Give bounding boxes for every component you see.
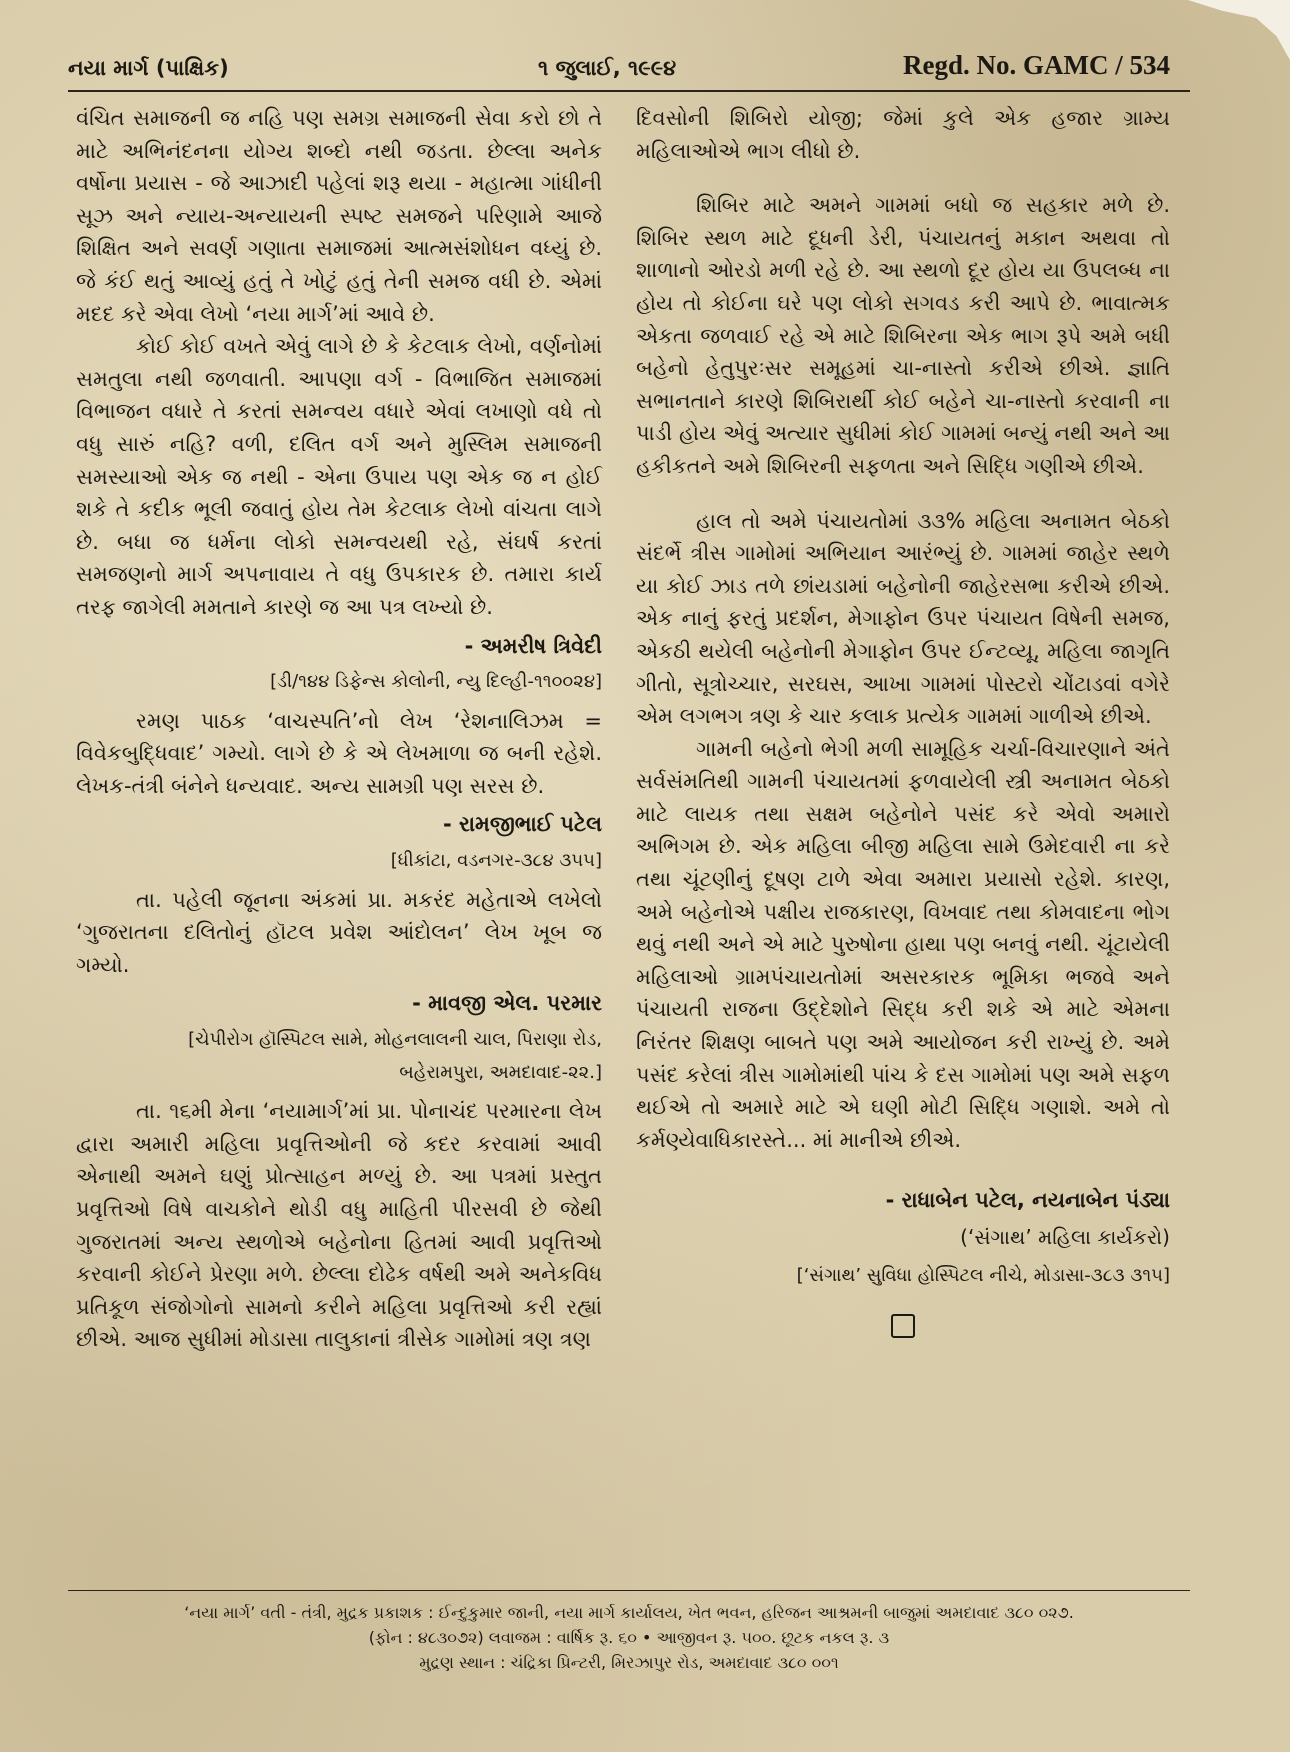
header-rule bbox=[68, 90, 1190, 92]
publication-title: નયા માર્ગ (પાક્ષિક) bbox=[68, 56, 229, 80]
letter-4-signature: - રાધાબેન પટેલ, નયનાબેન પંડ્યા bbox=[885, 1188, 1170, 1213]
footer-line-2: (ફોન : ૪૮૩૦૭૨) લવાજમ : વાર્ષિક રૂ. ૬૦ • આજીવન રૂ. ૫૦૦. છૂટક નકલ રૂ. ૩ bbox=[368, 1628, 890, 1647]
letter-3-address-line-1: [ચેપીરોગ હૉસ્પિટલ સામે, મોહનલાલની ચાલ, પિરાણા રોડ, bbox=[188, 1029, 602, 1051]
footer-line-1: ‘નયા માર્ગ’ વતી - તંત્રી, મુદ્રક પ્રકાશક : ઈન્દુકુમાર જાની, નયા માર્ગ કાર્યાલય, ખેત ભવન, હરિજન આશ્રમની બાજુમાં અમદાવાદ ૩૮૦ ૦૨૭. bbox=[184, 1603, 1074, 1622]
letter-4-para-2: દિવસોની શિબિરો યોજી; જેમાં કુલે એક હજાર ગ્રામ્ય મહિલાઓએ ભાગ લીધો છે. bbox=[636, 106, 1170, 163]
registration-number: Regd. No. GAMC / 534 bbox=[903, 50, 1170, 80]
letter-1-para-2: કોઈ કોઈ વખતે એવું લાગે છે કે કેટલાક લેખો, વર્ણનોમાં સમતુલા નથી જળવાતી. આપણા વર્ગ - વિભાજિત સમાજમાં વિભાજન વધારે તે કરતાં સમન્વય વધારે એવાં લખાણો વધે તો વધુ સારું નહિ? વળી, દલિત વર્ગ અને મુસ્લિમ સમાજની સમસ્યાઓ એક જ નથી - એના ઉપાય પણ એક જ ન હોઈ શકે તે કદીક ભૂલી જવાતું હોય તેમ કેટલાક લેખો વાંચતા લાગે છે. બધા જ ધર્મના લોકો સમન્વયથી રહે, સંઘર્ષ કરતાં સમજણનો માર્ગ અપનાવાય તે વધુ ઉપકારક છે. તમારા કાર્ય તરફ જાગેલી મમતાને કારણે જ આ પત્ર લખ્યો છે. bbox=[76, 334, 602, 619]
letter-3-para: તા. પહેલી જૂનના અંકમાં પ્રા. મકરંદ મહેતાએ લખેલો ‘ગુજરાતના દલિતોનું હૉટલ પ્રવેશ આંદોલન’ લેખ ખૂબ જ ગમ્યો. bbox=[76, 887, 602, 977]
letter-2-signature: - રામજીભાઈ પટેલ bbox=[443, 812, 602, 837]
letter-1-address: [ડી/૧૪૪ ડિફેન્સ કોલોની, ન્યુ દિલ્હી-૧૧૦૦૨૪] bbox=[270, 671, 602, 693]
letter-4-para-3: શિબિર માટે અમને ગામમાં બધો જ સહકાર મળે છે. શિબિર સ્થળ માટે દૂધની ડેરી, પંચાયતનું મકાન અથવા તો શાળાનો ઓરડો મળી રહે છે. આ સ્થળો દૂર હોય યા ઉપલબ્ધ ના હોય તો કોઈના ઘરે પણ લોકો સગવડ કરી આપે છે. ભાવાત્મક એકતા જળવાઈ રહે એ માટે શિબિરના એક ભાગ રૂપે અમે બધી બહેનો હેતુપુરઃસર સમૂહમાં ચા-નાસ્તો કરીએ છીએ. જ્ઞાતિ સભાનતાને કારણે શિબિરાર્થી કોઈ બહેને ચા-નાસ્તો કરવાની ના પાડી હોય એવું અત્યાર સુધીમાં કોઈ ગામમાં બન્યું નથી અને આ હકીકતને અમે શિબિરની સફળતા અને સિદ્ધિ ગણીએ છીએ. bbox=[636, 193, 1170, 478]
letter-1-para-1: વંચિત સમાજની જ નહિ પણ સમગ્ર સમાજની સેવા કરો છો તે માટે અભિનંદનના યોગ્ય શબ્દો નથી જડતા. છેલ્લા અનેક વર્ષોના પ્રયાસ - જે આઝાદી પહેલાં શરૂ થયા - મહાત્મા ગાંધીની સૂઝ અને ન્યાય-અન્યાયની સ્પષ્ટ સમજને પરિણામે આજે શિક્ષિત અને સવર્ણ ગણાતા સમાજમાં આત્મસંશોધન વધ્યું છે. જે કંઈ થતું આવ્યું હતું તે ખોટું હતું તેની સમજ વધી છે. એમાં મદદ કરે એવા લેખો ‘નયા માર્ગ’માં આવે છે. bbox=[76, 106, 602, 326]
end-of-article-box-icon bbox=[891, 1314, 915, 1338]
footer-rule bbox=[68, 1590, 1190, 1591]
right-column bbox=[636, 102, 1170, 1338]
letter-4-para-5: ગામની બહેનો ભેગી મળી સામૂહિક ચર્ચા-વિચારણાને અંતે સર્વસંમતિથી ગામની પંચાયતમાં ફળવાયેલી સ્ત્રી અનામત બેઠકો માટે લાયક તથા સક્ષમ બહેનોને પસંદ કરે એવો અમારો અભિગમ છે. એક મહિલા બીજી મહિલા સામે ઉમેદવારી ના કરે તથા ચૂંટણીનું દૂષણ ટાળે એવા અમારા પ્રયાસો રહેશે. કારણ, અમે બહેનોએ પક્ષીય રાજકારણ, વિખવાદ તથા કોમવાદના ભોગ થવું નથી અને એ માટે પુરુષોના હાથા પણ બનવું નથી. ચૂંટાયેલી મહિલાઓ ગ્રામપંચાયતોમાં અસરકારક ભૂમિકા ભજવે અને પંચાયતી રાજના ઉદ્દેશોને સિદ્ધ કરી શકે એ માટે એમના નિરંતર શિક્ષણ બાબતે પણ અમે આયોજન કરી રાખ્યું છે. અમે પસંદ કરેલાં ત્રીસ ગામોમાંથી પાંચ કે દસ ગામોમાં પણ અમે સફળ થઈએ તો અમારે માટે એ ઘણી મોટી સિદ્ધિ ગણાશે. અમે તો કર્મણ્યેવાધિકારસ્તે... માં માનીએ છીએ. bbox=[636, 736, 1170, 1152]
letter-2-para: રમણ પાઠક ‘વાચસ્પતિ’નો લેખ ‘રેશનાલિઝમ = વિવેકબુદ્ધિવાદ’ ગમ્યો. લાગે છે કે એ લેખમાળા જ બની રહેશે. લેખક-તંત્રી બંનેને ધન્યવાદ. અન્ય સામગ્રી પણ સરસ છે. bbox=[76, 708, 602, 798]
page-header bbox=[68, 48, 1170, 88]
letter-4-para-1: તા. ૧૬મી મેના ‘નયામાર્ગ’માં પ્રા. પોનાચંદ પરમારના લેખ દ્વારા અમારી મહિલા પ્રવૃત્તિઓની જે કદર કરવામાં આવી એનાથી અમને ઘણું પ્રોત્સાહન મળ્યું છે. આ પત્રમાં પ્રસ્તુત પ્રવૃત્તિઓ વિષે વાચકોને થોડી વધુ માહિતી પીરસવી છે જેથી ગુજરાતમાં અન્ય સ્થળોએ બહેનોના હિતમાં આવી પ્રવૃત્તિઓ કરવાની કોઈને પ્રેરણા મળે. છેલ્લા દોઢેક વર્ષથી અમે અનેકવિધ પ્રતિકૂળ સંજોગોનો સામનો કરીને મહિલા પ્રવૃત્તિઓ કરી રહ્યાં છીએ. આજ સુધીમાં મોડાસા તાલુકાનાં ત્રીસેક ગામોમાં ત્રણ ત્રણ bbox=[76, 1099, 602, 1352]
letter-4-signature-role: (‘સંગાથ’ મહિલા કાર્યકરો) bbox=[960, 1225, 1170, 1249]
letter-4-address: [‘સંગાથ’ સુવિધા હોસ્પિટલ નીચે, મોડાસા-૩૮૩ ૩૧૫] bbox=[796, 1264, 1170, 1286]
left-column bbox=[76, 102, 602, 1356]
letter-1-signature: - અમરીષ ત્રિવેદી bbox=[464, 633, 602, 658]
letter-4-para-4: હાલ તો અમે પંચાયતોમાં ૩૩% મહિલા અનામત બેઠકો સંદર્ભે ત્રીસ ગામોમાં અભિયાન આરંભ્યું છે. ગામમાં જાહેર સ્થળે યા કોઈ ઝાડ તળે છાંયડામાં બહેનોની જાહેરસભા કરીએ છીએ. એક નાનું ફરતું પ્રદર્શન, મેગાફોન ઉપર પંચાયત વિષેની સમજ, એકઠી થયેલી બહેનોની મેગાફોન ઉપર ઈન્ટવ્યૂ, મહિલા જાગૃતિ ગીતો, સૂત્રોચ્ચાર, સરઘસ, આખા ગામમાં પોસ્ટરો ચોંટાડવાં વગેરે એમ લગભગ ત્રણ કે ચાર કલાક પ્રત્યેક ગામમાં ગાળીએ છીએ. bbox=[636, 508, 1170, 729]
letter-3-signature: - માવજી એલ. પરમાર bbox=[412, 991, 602, 1016]
letter-3-address-line-2: બહેરામપુરા, અમદાવાદ-૨૨.] bbox=[399, 1061, 602, 1083]
issue-date: ૧ જુલાઈ, ૧૯૯૪ bbox=[538, 56, 677, 80]
footer-line-3: મુદ્રણ સ્થાન : ચંદ્રિકા પ્રિન્ટરી, મિરઝાપુર રોડ, અમદાવાદ ૩૮૦ ૦૦૧ bbox=[419, 1653, 839, 1672]
imprint-footer bbox=[68, 1600, 1190, 1675]
letter-2-address: [ધીકાંટા, વડનગર-૩૮૪ ૩૫૫] bbox=[390, 850, 602, 872]
